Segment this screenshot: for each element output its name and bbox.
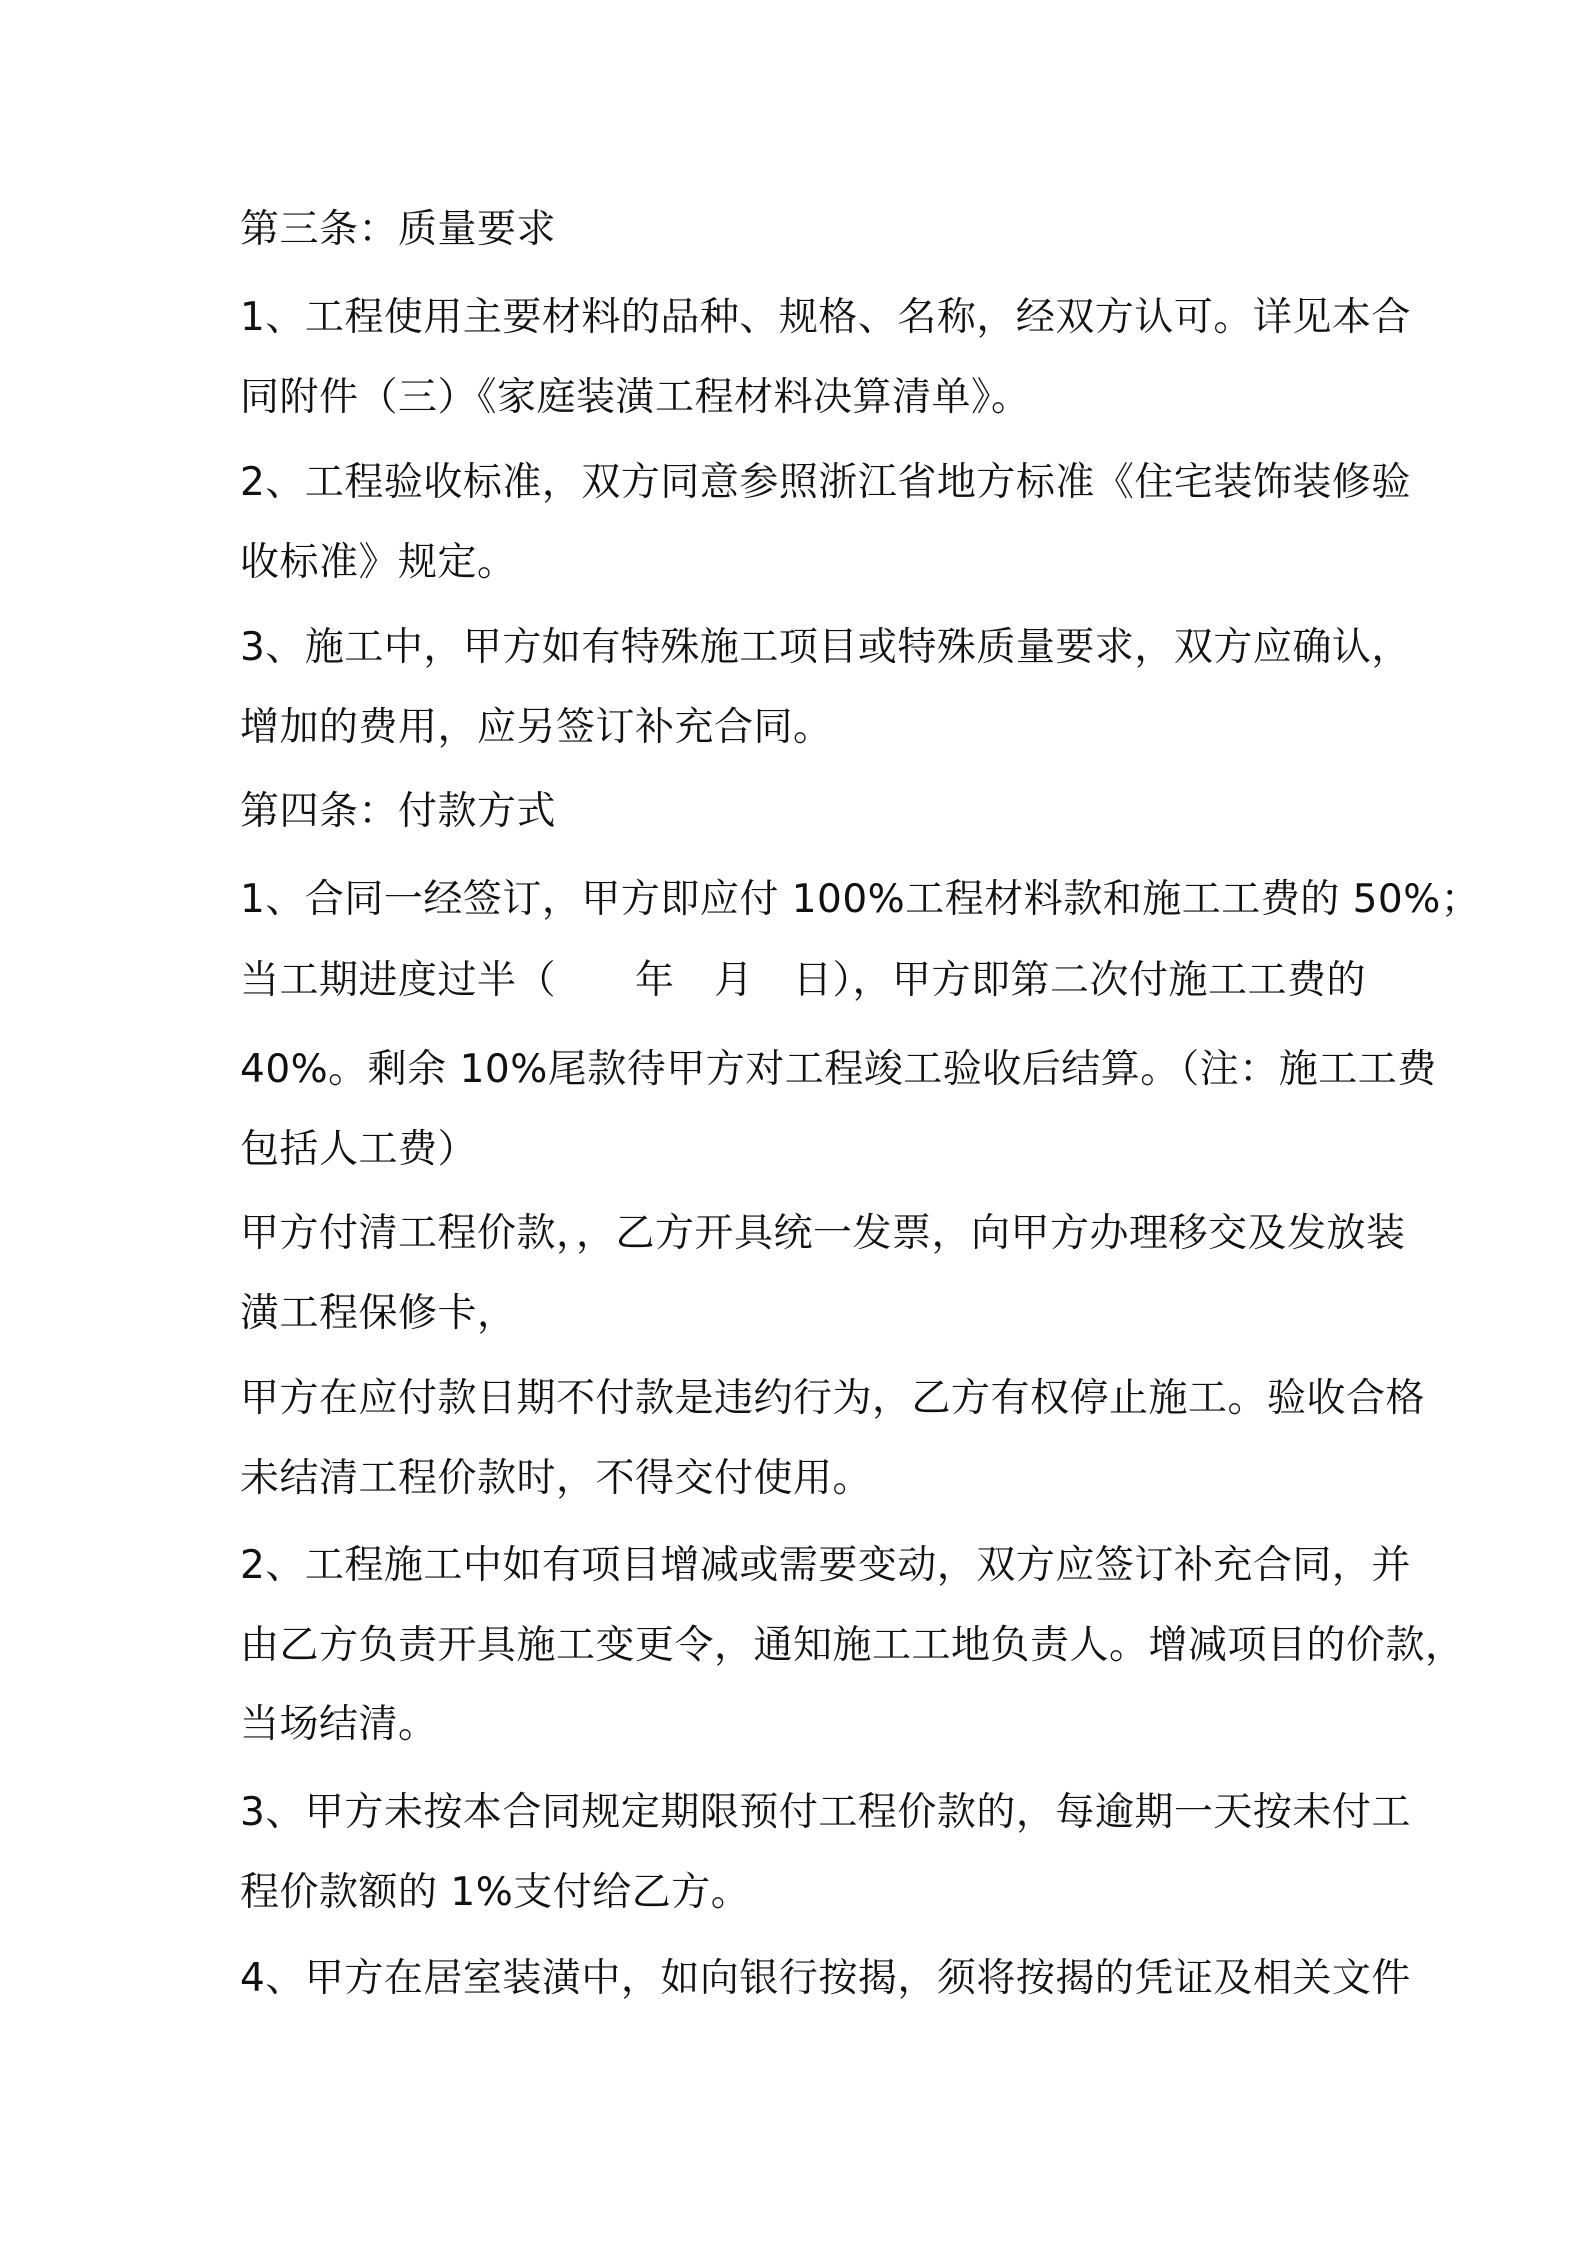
paragraph-line: 当工期进度过半（ 年 月 日），甲方即第二次付施工工费的 — [240, 958, 1367, 1003]
paragraph-line: 收标准》规定。 — [240, 540, 517, 585]
paragraph-line: 40%。剩余 10%尾款待甲方对工程竣工验收后结算。（注：施工工费 — [240, 1047, 1437, 1092]
paragraph-line: 同附件（三）《家庭装潢工程材料决算清单》。 — [240, 375, 1031, 420]
paragraph-line: 1、工程使用主要材料的品种、规格、名称，经双方认可。详见本合 — [240, 295, 1411, 340]
paragraph-line: 1、合同一经签订，甲方即应付 100%工程材料款和施工工费的 50%； — [240, 877, 1481, 922]
paragraph-line: 包括人工费） — [240, 1127, 478, 1172]
paragraph-line: 当场结清。 — [240, 1702, 438, 1747]
paragraph-line: 潢工程保修卡， — [240, 1291, 517, 1336]
paragraph-line: 未结清工程价款时，不得交付使用。 — [240, 1456, 873, 1501]
paragraph-line: 甲方在应付款日期不付款是违约行为，乙方有权停止施工。验收合格 — [240, 1376, 1426, 1421]
paragraph-line: 4、甲方在居室装潢中，如向银行按揭，须将按揭的凭证及相关文件 — [240, 1956, 1411, 2001]
paragraph-line: 由乙方负责开具施工变更令，通知施工工地负责人。增减项目的价款， — [240, 1623, 1465, 1668]
paragraph-line: 3、甲方未按本合同规定期限预付工程价款的，每逾期一天按未付工 — [240, 1790, 1411, 1835]
section-heading-quality: 第三条：质量要求 — [240, 207, 557, 252]
paragraph-line: 2、工程验收标准，双方同意参照浙江省地方标准《住宅装饰装修验 — [240, 460, 1411, 505]
paragraph-line: 增加的费用，应另签订补充合同。 — [240, 705, 833, 750]
paragraph-line: 3、施工中，甲方如有特殊施工项目或特殊质量要求，双方应确认， — [240, 625, 1411, 670]
paragraph-line: 程价款额的 1%支付给乙方。 — [240, 1870, 751, 1915]
paragraph-line: 甲方付清工程价款，，乙方开具统一发票，向甲方办理移交及发放装 — [240, 1211, 1406, 1256]
section-heading-payment: 第四条：付款方式 — [240, 789, 557, 834]
paragraph-line: 2、工程施工中如有项目增减或需要变动，双方应签订补充合同，并 — [240, 1543, 1411, 1588]
